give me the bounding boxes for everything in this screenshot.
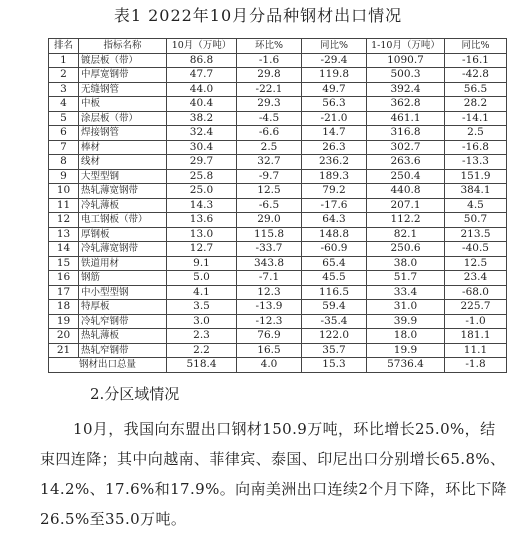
table-cell: 148.8	[302, 227, 367, 242]
table-cell: 25.0	[167, 184, 237, 199]
table-cell: 13	[49, 227, 79, 242]
table-cell: 64.3	[302, 213, 367, 228]
table-cell: 32.4	[167, 126, 237, 141]
table-cell: 21	[49, 343, 79, 358]
table-cell: 189.3	[302, 169, 367, 184]
table-cell: -33.7	[237, 242, 302, 257]
table-header-row	[49, 39, 507, 54]
table-row	[49, 68, 507, 83]
table-cell: 38.2	[167, 111, 237, 126]
table-row	[49, 256, 507, 271]
table-row	[49, 198, 507, 213]
table-row	[49, 329, 507, 344]
table-cell: 119.8	[302, 68, 367, 83]
total-label: 钢材出口总量	[49, 358, 167, 373]
table-cell: 镀层板（带）	[79, 53, 167, 68]
table-row	[49, 140, 507, 155]
table-cell: -1.6	[237, 53, 302, 68]
table-cell: 钢筋	[79, 271, 167, 286]
table-cell: -40.5	[445, 242, 507, 257]
table-cell: 冷轧窄钢带	[79, 314, 167, 329]
total-cell: 518.4	[167, 358, 237, 373]
table-cell: 500.3	[367, 68, 445, 83]
table-cell: -13.9	[237, 300, 302, 315]
table-cell: 中小型型钢	[79, 285, 167, 300]
table-cell: -35.4	[302, 314, 367, 329]
table-cell: 2	[49, 68, 79, 83]
table-cell: 236.2	[302, 155, 367, 170]
table-cell: 115.8	[237, 227, 302, 242]
table-cell: 225.7	[445, 300, 507, 315]
table-cell: 10	[49, 184, 79, 199]
table-cell: 冷轧薄板	[79, 198, 167, 213]
table-cell: -17.6	[302, 198, 367, 213]
table-cell: -9.7	[237, 169, 302, 184]
table-cell: 15	[49, 256, 79, 271]
table-cell: 250.6	[367, 242, 445, 257]
table-row	[49, 169, 507, 184]
table-cell: 8	[49, 155, 79, 170]
table-cell: 19	[49, 314, 79, 329]
table-cell: 13.6	[167, 213, 237, 228]
table-cell: 3.5	[167, 300, 237, 315]
table-cell: 5	[49, 111, 79, 126]
total-cell: 15.3	[302, 358, 367, 373]
table-cell: -7.1	[237, 271, 302, 286]
header-ytd: 1-10月（万吨）	[367, 39, 445, 54]
table-cell: 51.7	[367, 271, 445, 286]
table-cell: -13.3	[445, 155, 507, 170]
header-rank: 排名	[49, 39, 79, 54]
table-cell: 19.9	[367, 343, 445, 358]
header-yoy: 同比%	[302, 39, 367, 54]
table-cell: 384.1	[445, 184, 507, 199]
table-cell: 2.5	[445, 126, 507, 141]
table-cell: 263.6	[367, 155, 445, 170]
table-cell: 302.7	[367, 140, 445, 155]
table-cell: 25.8	[167, 169, 237, 184]
table-cell: 32.7	[237, 155, 302, 170]
table-cell: 焊接钢管	[79, 126, 167, 141]
table-row	[49, 213, 507, 228]
header-ytd-yoy: 同比%	[445, 39, 507, 54]
table-cell: 112.2	[367, 213, 445, 228]
table-cell: 18	[49, 300, 79, 315]
table-row	[49, 53, 507, 68]
table-cell: 30.4	[167, 140, 237, 155]
table-row	[49, 242, 507, 257]
table-cell: 76.9	[237, 329, 302, 344]
table-cell: -42.8	[445, 68, 507, 83]
table-title: 表1 2022年10月分品种钢材出口情况	[113, 6, 403, 25]
table-cell: 44.0	[167, 82, 237, 97]
table-cell: 无缝钢管	[79, 82, 167, 97]
table-cell: 13.0	[167, 227, 237, 242]
table-cell: -16.8	[445, 140, 507, 155]
table-cell: 14.7	[302, 126, 367, 141]
table-cell: 18.0	[367, 329, 445, 344]
table-row	[49, 227, 507, 242]
section-heading: 2.分区域情况	[90, 385, 180, 403]
table-cell: 1090.7	[367, 53, 445, 68]
table-cell: 213.5	[445, 227, 507, 242]
table-cell: -12.3	[237, 314, 302, 329]
table-cell: 12.7	[167, 242, 237, 257]
table-cell: 12	[49, 213, 79, 228]
table-cell: 铁道用材	[79, 256, 167, 271]
table-row	[49, 111, 507, 126]
table-cell: 38.0	[367, 256, 445, 271]
table-cell: 16.5	[237, 343, 302, 358]
table-cell: 热轧薄宽钢带	[79, 184, 167, 199]
total-row	[49, 358, 507, 373]
table-cell: 电工钢板（带）	[79, 213, 167, 228]
table-cell: 2.5	[237, 140, 302, 155]
export-table	[48, 38, 507, 373]
table-cell: 涂层板（带）	[79, 111, 167, 126]
table-cell: 65.4	[302, 256, 367, 271]
table-cell: 250.4	[367, 169, 445, 184]
total-cell: -1.8	[445, 358, 507, 373]
table-cell: 47.7	[167, 68, 237, 83]
table-cell: 440.8	[367, 184, 445, 199]
table-cell: 461.1	[367, 111, 445, 126]
total-cell: 4.0	[237, 358, 302, 373]
table-cell: 热轧薄板	[79, 329, 167, 344]
table-cell: 9.1	[167, 256, 237, 271]
table-row	[49, 155, 507, 170]
table-cell: -21.0	[302, 111, 367, 126]
table-cell: 6	[49, 126, 79, 141]
table-cell: 5.0	[167, 271, 237, 286]
table-row	[49, 314, 507, 329]
table-cell: 4.5	[445, 198, 507, 213]
table-cell: 59.4	[302, 300, 367, 315]
table-cell: -68.0	[445, 285, 507, 300]
table-cell: 122.0	[302, 329, 367, 344]
table-row	[49, 126, 507, 141]
table-cell: 7	[49, 140, 79, 155]
table-cell: 17	[49, 285, 79, 300]
table-cell: 50.7	[445, 213, 507, 228]
table-cell: 棒材	[79, 140, 167, 155]
header-mom: 环比%	[237, 39, 302, 54]
table-row	[49, 300, 507, 315]
table-row	[49, 82, 507, 97]
table-cell: 线材	[79, 155, 167, 170]
table-cell: 中厚宽钢带	[79, 68, 167, 83]
table-cell: -6.6	[237, 126, 302, 141]
table-cell: 3	[49, 82, 79, 97]
table-row	[49, 97, 507, 112]
table-cell: 56.5	[445, 82, 507, 97]
table-cell: -6.5	[237, 198, 302, 213]
table-cell: -4.5	[237, 111, 302, 126]
table-cell: 79.2	[302, 184, 367, 199]
table-cell: 16	[49, 271, 79, 286]
table-cell: 31.0	[367, 300, 445, 315]
table-cell: 343.8	[237, 256, 302, 271]
table-cell: 4.1	[167, 285, 237, 300]
table-cell: 28.2	[445, 97, 507, 112]
table-row	[49, 343, 507, 358]
table-cell: 29.3	[237, 97, 302, 112]
table-cell: 116.5	[302, 285, 367, 300]
table-cell: 392.4	[367, 82, 445, 97]
table-cell: 12.3	[237, 285, 302, 300]
table-cell: 11	[49, 198, 79, 213]
table-cell: 362.8	[367, 97, 445, 112]
table-row	[49, 285, 507, 300]
table-cell: 2.3	[167, 329, 237, 344]
region-paragraph: 10月，我国向东盟出口钢材150.9万吨，环比增长25.0%，结束四连降；其中向越南、菲律宾、泰国、印尼出口分别增长65.8%、14.2%、17.6%和17.9%。向南美洲出口连续2个月下降，环比下降26.5%至35.0万吨。	[40, 420, 507, 528]
table-cell: 49.7	[302, 82, 367, 97]
table-cell: 33.4	[367, 285, 445, 300]
table-row	[49, 184, 507, 199]
table-cell: 86.8	[167, 53, 237, 68]
table-cell: 45.5	[302, 271, 367, 286]
table-cell: 316.8	[367, 126, 445, 141]
table-cell: 23.4	[445, 271, 507, 286]
table-cell: 4	[49, 97, 79, 112]
table-cell: 12.5	[445, 256, 507, 271]
table-cell: -1.0	[445, 314, 507, 329]
table-cell: 35.7	[302, 343, 367, 358]
table-cell: 29.8	[237, 68, 302, 83]
table-cell: 26.3	[302, 140, 367, 155]
table-cell: 1	[49, 53, 79, 68]
table-cell: 热轧窄钢带	[79, 343, 167, 358]
table-cell: -14.1	[445, 111, 507, 126]
table-cell: 82.1	[367, 227, 445, 242]
table-cell: 冷轧薄宽钢带	[79, 242, 167, 257]
table-cell: 特厚板	[79, 300, 167, 315]
table-cell: 3.0	[167, 314, 237, 329]
table-cell: 181.1	[445, 329, 507, 344]
table-row	[49, 271, 507, 286]
table-cell: 12.5	[237, 184, 302, 199]
table-cell: 中板	[79, 97, 167, 112]
table-cell: -22.1	[237, 82, 302, 97]
table-cell: -29.4	[302, 53, 367, 68]
table-cell: 大型型钢	[79, 169, 167, 184]
header-oct: 10月（万吨）	[167, 39, 237, 54]
table-cell: -16.1	[445, 53, 507, 68]
total-cell: 5736.4	[367, 358, 445, 373]
table-cell: -60.9	[302, 242, 367, 257]
table-cell: 207.1	[367, 198, 445, 213]
table-cell: 9	[49, 169, 79, 184]
table-cell: 39.9	[367, 314, 445, 329]
table-cell: 11.1	[445, 343, 507, 358]
table-cell: 151.9	[445, 169, 507, 184]
table-cell: 40.4	[167, 97, 237, 112]
table-cell: 厚钢板	[79, 227, 167, 242]
table-cell: 29.0	[237, 213, 302, 228]
table-cell: 56.3	[302, 97, 367, 112]
table-cell: 14	[49, 242, 79, 257]
header-name: 指标名称	[79, 39, 167, 54]
table-cell: 29.7	[167, 155, 237, 170]
table-cell: 20	[49, 329, 79, 344]
table-cell: 2.2	[167, 343, 237, 358]
table-cell: 14.3	[167, 198, 237, 213]
